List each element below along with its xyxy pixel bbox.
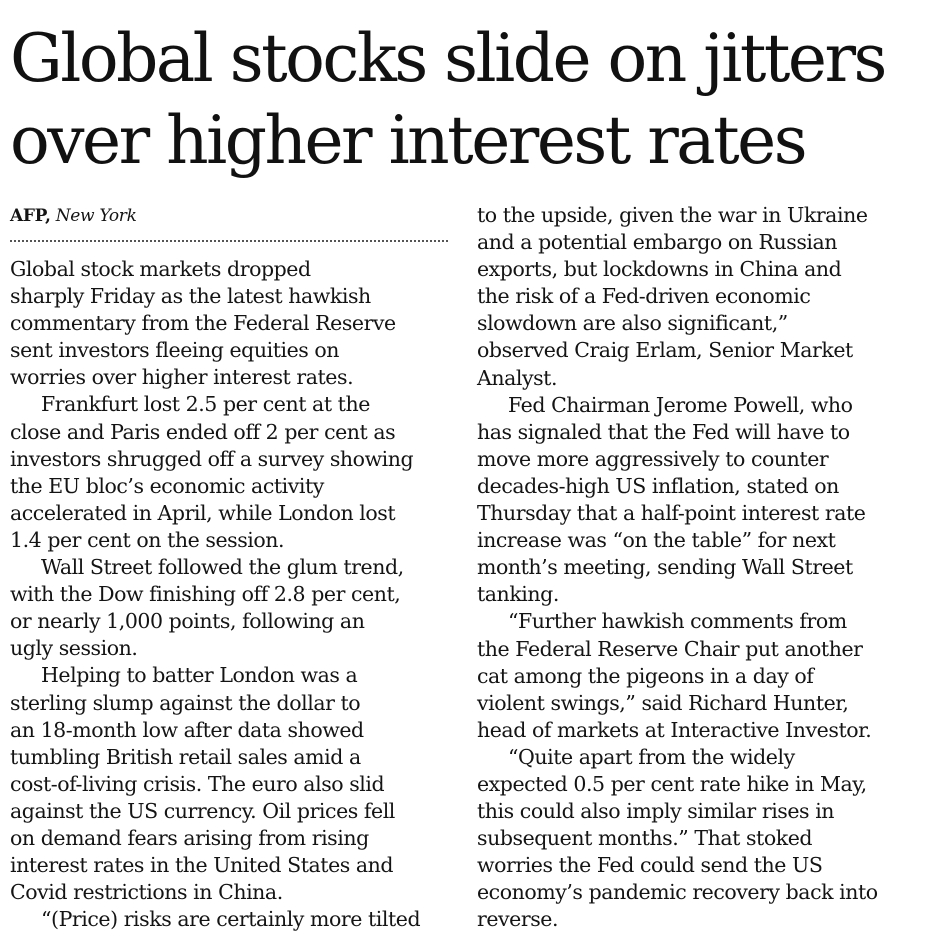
paragraph: [10, 554, 450, 662]
paragraph: [477, 202, 917, 392]
text-line: and a potential embargo on Russian: [477, 230, 838, 255]
text-line: “(Price) risks are certainly more tilted: [41, 907, 421, 932]
text-line: reverse.: [477, 907, 559, 932]
text-line: Covid restrictions in China.: [10, 880, 283, 905]
text-line: sterling slump against the dollar to: [10, 690, 361, 715]
headline: [10, 18, 920, 182]
paragraph: [10, 662, 450, 906]
paragraph: [477, 608, 917, 743]
text-line: slowdown are also significant,”: [477, 311, 788, 336]
text-line: month’s meeting, sending Wall Street: [477, 555, 853, 580]
text-line: head of markets at Interactive Investor.: [477, 717, 872, 742]
text-line: investors shrugged off a survey showing: [10, 446, 414, 471]
text-line: Analyst.: [477, 365, 558, 390]
text-line: tumbling British retail sales amid a: [10, 744, 361, 769]
headline-line: over higher interest rates: [10, 102, 806, 179]
text-line: Wall Street followed the glum trend,: [41, 555, 404, 580]
text-line: cost-of-living crisis. The euro also slid: [10, 771, 385, 796]
text-line: ugly session.: [10, 636, 138, 661]
text-line: on demand fears arising from rising: [10, 825, 369, 850]
headline-line: Global stocks slide on jitters: [10, 20, 885, 97]
text-line: “Further hawkish comments from: [508, 609, 847, 634]
text-line: this could also imply similar rises in: [477, 799, 835, 824]
byline-divider: [10, 240, 448, 242]
text-line: Helping to batter London was a: [41, 663, 358, 688]
article-column-left: [10, 202, 450, 933]
text-line: commentary from the Federal Reserve: [10, 311, 396, 336]
text-line: against the US currency. Oil prices fell: [10, 798, 395, 823]
text-line: close and Paris ended off 2 per cent as: [10, 419, 396, 444]
byline: [10, 202, 450, 230]
text-line: economy’s pandemic recovery back into: [477, 880, 878, 905]
text-line: with the Dow finishing off 2.8 per cent,: [10, 582, 401, 607]
byline-agency: AFP,: [10, 206, 51, 226]
text-line: accelerated in April, while London lost: [10, 500, 396, 525]
text-line: cat among the pigeons in a day of: [477, 663, 814, 688]
text-line: has signaled that the Fed will have to: [477, 419, 850, 444]
text-line: the Federal Reserve Chair put another: [477, 636, 863, 661]
text-line: sent investors fleeing equities on: [10, 338, 340, 363]
text-line: interest rates in the United States and: [10, 853, 394, 878]
text-line: “Quite apart from the widely: [508, 744, 795, 769]
text-line: increase was “on the table” for next: [477, 528, 836, 553]
text-line: sharply Friday as the latest hawkish: [10, 284, 371, 309]
text-line: 1.4 per cent on the session.: [10, 527, 285, 552]
text-line: tanking.: [477, 582, 559, 607]
paragraph: [10, 391, 450, 554]
text-line: worries the Fed could send the US: [477, 853, 823, 878]
text-line: observed Craig Erlam, Senior Market: [477, 338, 853, 363]
paragraph: [10, 906, 450, 933]
text-line: exports, but lockdowns in China and: [477, 257, 842, 282]
text-line: violent swings,” said Richard Hunter,: [477, 690, 849, 715]
text-line: decades-high US inflation, stated on: [477, 473, 839, 498]
text-line: expected 0.5 per cent rate hike in May,: [477, 771, 867, 796]
text-line: Fed Chairman Jerome Powell, who: [508, 392, 853, 417]
article-column-right: [477, 202, 917, 934]
paragraph: [477, 392, 917, 609]
text-line: Frankfurt lost 2.5 per cent at the: [41, 392, 370, 417]
text-line: Global stock markets dropped: [10, 257, 311, 281]
text-line: the EU bloc’s economic activity: [10, 473, 324, 498]
paragraph: [477, 744, 917, 934]
text-line: move more aggressively to counter: [477, 446, 829, 471]
text-line: worries over higher interest rates.: [10, 365, 354, 390]
text-line: or nearly 1,000 points, following an: [10, 609, 365, 634]
text-line: the risk of a Fed-driven economic: [477, 284, 811, 309]
text-line: an 18-month low after data showed: [10, 717, 364, 742]
text-line: to the upside, given the war in Ukraine: [477, 203, 868, 227]
text-line: Thursday that a half-point interest rate: [477, 501, 866, 526]
text-line: subsequent months.” That stoked: [477, 826, 813, 851]
paragraph: [10, 256, 450, 391]
byline-city: New York: [55, 206, 137, 226]
